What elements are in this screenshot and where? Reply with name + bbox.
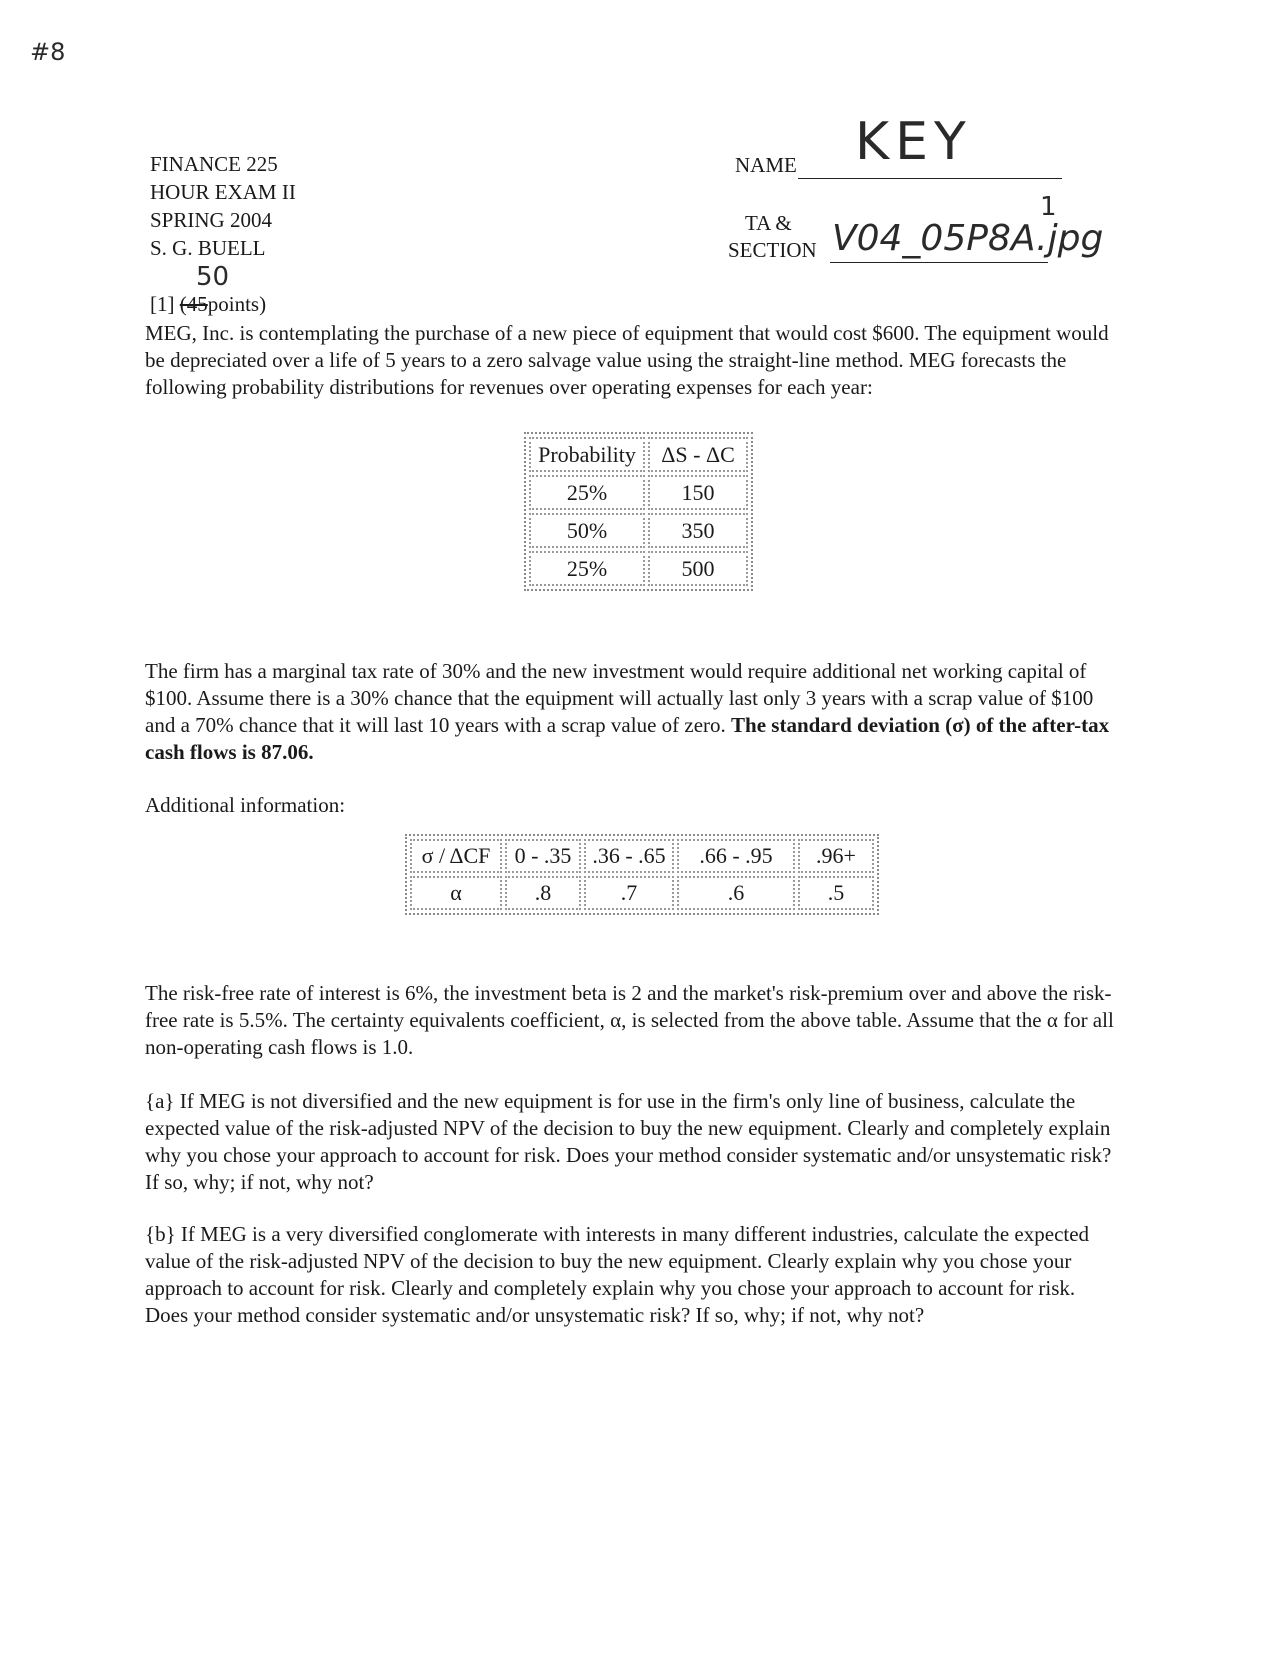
range-cell: .96+	[798, 839, 874, 873]
alpha-cell: .8	[505, 876, 581, 910]
range-cell: 0 - .35	[505, 839, 581, 873]
points-correction: 50	[196, 262, 230, 292]
riskfree-paragraph: The risk-free rate of interest is 6%, the investment beta is 2 and the market's risk-premium over and above the risk-free rate is 5.5%. The certainty equivalents coefficient, α, is selected from the above table. Assume that the α for all non-operating cash flows is 1.0.	[145, 981, 1114, 1059]
range-cell: .66 - .95	[677, 839, 795, 873]
table-row	[529, 551, 748, 586]
course-block	[150, 150, 296, 262]
table-row	[410, 876, 874, 910]
course-title: FINANCE 225	[150, 152, 278, 176]
probability-table	[524, 432, 753, 591]
name-handwritten: KEY	[855, 112, 972, 172]
sigma-label-cell: σ / ΔCF	[410, 839, 502, 873]
section-superscript: 1	[1040, 192, 1057, 222]
instructor: S. G. BUELL	[150, 236, 266, 260]
part-a: {a} If MEG is not diversified and the new equipment is for use in the firm's only line of business, calculate the expected value of the risk-adjusted NPV of the decision to buy the new equipment. Clearly and completely explain why you chose your approach to account for risk. Does your method consider systematic and/or unsystematic risk? If so, why; if not, why not?	[145, 1089, 1112, 1194]
value-cell: 150	[648, 475, 748, 510]
prob-cell: 50%	[529, 513, 645, 548]
section-underline	[830, 262, 1048, 263]
section-handwritten: V04_05P8A.jpg	[832, 218, 1104, 259]
certainty-equivalent-table	[405, 834, 879, 915]
tax-text: The firm has a marginal tax rate of 30% and the new investment would require additional net working capital of $100. Assume there is a 30% chance that the equipment will actually last only 3 years with a scrap value of $100 and a 70% chance that it will last 10 years with a scrap value of zero.	[145, 659, 1094, 737]
points-label: points)	[207, 292, 267, 316]
question-intro: MEG, Inc. is contemplating the purchase of a new piece of equipment that would cost $600. The equipment would be depreciated over a life of 5 years to a zero salvage value using the straight-line method. MEG forecasts the following probability distributions for revenues over operating expenses for each year:	[145, 321, 1109, 399]
ta-label: TA &	[745, 211, 792, 235]
section-label: SECTION	[728, 238, 817, 262]
table-row	[410, 839, 874, 873]
probability-table-header	[529, 437, 748, 472]
question-number: [1]	[150, 292, 175, 316]
tax-paragraph	[145, 658, 1115, 766]
name-label: NAME	[735, 153, 797, 177]
header-probability: Probability	[529, 437, 645, 472]
exam-title: HOUR EXAM II	[150, 180, 296, 204]
alpha-cell: .7	[584, 876, 674, 910]
value-cell: 350	[648, 513, 748, 548]
points-struck: (45	[179, 292, 208, 316]
term: SPRING 2004	[150, 208, 272, 232]
name-underline	[798, 178, 1062, 179]
additional-info-label: Additional information:	[145, 793, 346, 817]
question-heading	[150, 291, 266, 318]
alpha-cell: .5	[798, 876, 874, 910]
part-b: {b} If MEG is a very diversified conglomerate with interests in many different industries, calculate the expected value of the risk-adjusted NPV of the decision to buy the new equipment. Clearly explain why you chose your approach to account for risk. Clearly and completely explain why you chose your approach to account for risk. Does your method consider systematic and/or unsystematic risk? If so, why; if not, why not?	[145, 1222, 1090, 1327]
prob-cell: 25%	[529, 475, 645, 510]
value-cell: 500	[648, 551, 748, 586]
prob-cell: 25%	[529, 551, 645, 586]
alpha-label-cell: α	[410, 876, 502, 910]
page-number-mark: #8	[30, 38, 66, 66]
range-cell: .36 - .65	[584, 839, 674, 873]
table-row	[529, 513, 748, 548]
table-row	[529, 475, 748, 510]
std-dev-statement: The standard deviation (σ) of the after-tax cash flows is 87.06.	[145, 713, 1110, 764]
alpha-cell: .6	[677, 876, 795, 910]
header-delta: ΔS - ΔC	[648, 437, 748, 472]
